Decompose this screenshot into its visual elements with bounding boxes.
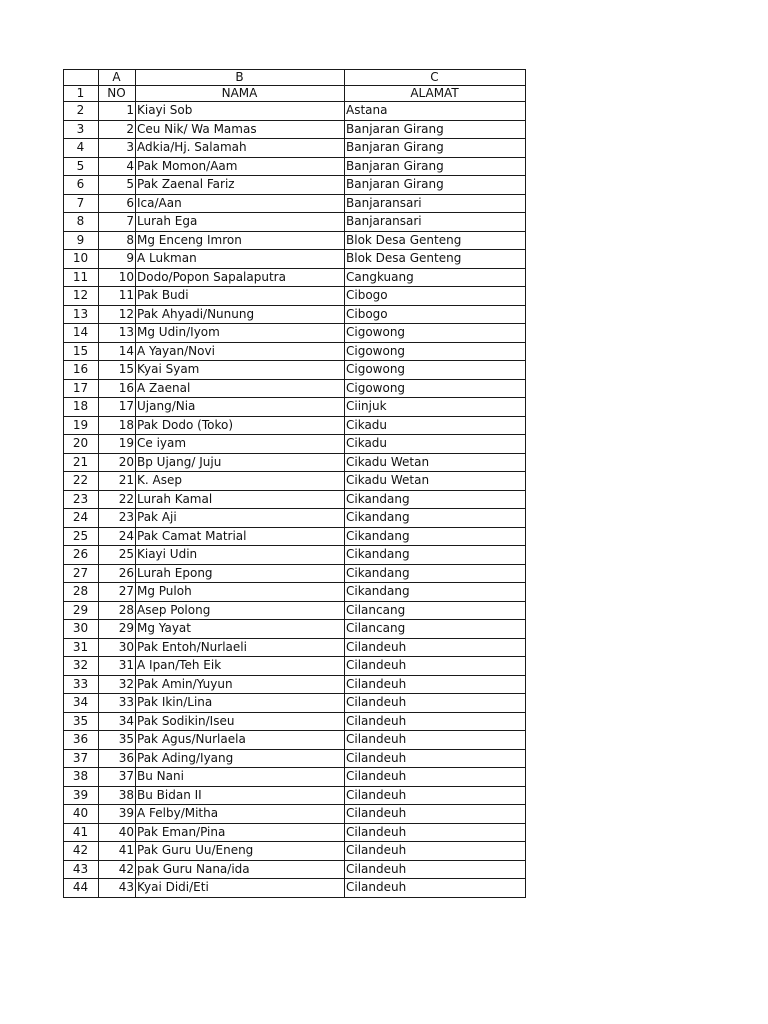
no-cell: 15 [99, 361, 136, 380]
alamat-cell: Cilancang [345, 601, 526, 620]
nama-cell: Pak Ahyadi/Nunung [136, 305, 345, 324]
table-row [64, 194, 526, 213]
table-row [64, 231, 526, 250]
no-cell: 36 [99, 749, 136, 768]
table-row [64, 453, 526, 472]
alamat-cell: Banjaran Girang [345, 176, 526, 195]
table-row [64, 860, 526, 879]
nama-cell: Mg Puloh [136, 583, 345, 602]
nama-cell: Pak Camat Matrial [136, 527, 345, 546]
nama-cell: Pak Aji [136, 509, 345, 528]
alamat-cell: Banjaransari [345, 213, 526, 232]
no-cell: 41 [99, 842, 136, 861]
nama-cell: Kyai Syam [136, 361, 345, 380]
no-cell: 29 [99, 620, 136, 639]
row-number: 32 [64, 657, 99, 676]
header-row [64, 86, 526, 102]
alamat-cell: Cikandang [345, 509, 526, 528]
no-cell: 19 [99, 435, 136, 454]
table-row [64, 638, 526, 657]
table-row [64, 379, 526, 398]
table-row [64, 157, 526, 176]
table-row [64, 842, 526, 861]
no-cell: 23 [99, 509, 136, 528]
no-cell: 18 [99, 416, 136, 435]
alamat-cell: Cibogo [345, 287, 526, 306]
nama-cell: Lurah Ega [136, 213, 345, 232]
column-letter-a: A [99, 70, 136, 86]
table-row [64, 361, 526, 380]
alamat-cell: Cilancang [345, 620, 526, 639]
alamat-cell: Cilandeuh [345, 731, 526, 750]
alamat-cell: Banjaran Girang [345, 157, 526, 176]
no-cell: 38 [99, 786, 136, 805]
alamat-cell: Cilandeuh [345, 749, 526, 768]
alamat-cell: Cilandeuh [345, 879, 526, 898]
alamat-cell: Cangkuang [345, 268, 526, 287]
nama-cell: Pak Ikin/Lina [136, 694, 345, 713]
row-number: 42 [64, 842, 99, 861]
no-cell: 11 [99, 287, 136, 306]
row-number: 8 [64, 213, 99, 232]
row-number: 27 [64, 564, 99, 583]
table-row [64, 546, 526, 565]
table-row [64, 527, 526, 546]
table-row [64, 398, 526, 417]
row-number: 25 [64, 527, 99, 546]
alamat-cell: Cilandeuh [345, 694, 526, 713]
nama-cell: Kyai Didi/Eti [136, 879, 345, 898]
no-cell: 21 [99, 472, 136, 491]
nama-cell: Pak Dodo (Toko) [136, 416, 345, 435]
row-number: 43 [64, 860, 99, 879]
row-number: 5 [64, 157, 99, 176]
nama-cell: Mg Yayat [136, 620, 345, 639]
no-cell: 24 [99, 527, 136, 546]
table-row [64, 694, 526, 713]
no-cell: 43 [99, 879, 136, 898]
nama-cell: Ujang/Nia [136, 398, 345, 417]
table-row [64, 490, 526, 509]
alamat-cell: Cilandeuh [345, 675, 526, 694]
no-cell: 16 [99, 379, 136, 398]
no-cell: 1 [99, 102, 136, 121]
row-number: 12 [64, 287, 99, 306]
row-number: 16 [64, 361, 99, 380]
row-number: 21 [64, 453, 99, 472]
no-cell: 28 [99, 601, 136, 620]
nama-cell: Kiayi Sob [136, 102, 345, 121]
nama-cell: Pak Sodikin/Iseu [136, 712, 345, 731]
alamat-cell: Blok Desa Genteng [345, 250, 526, 269]
row-number: 41 [64, 823, 99, 842]
column-letter-b: B [136, 70, 345, 86]
no-cell: 20 [99, 453, 136, 472]
row-number: 2 [64, 102, 99, 121]
table-row [64, 731, 526, 750]
alamat-cell: Cikandang [345, 546, 526, 565]
table-row [64, 657, 526, 676]
row-number: 40 [64, 805, 99, 824]
alamat-cell: Cigowong [345, 342, 526, 361]
no-cell: 33 [99, 694, 136, 713]
no-cell: 5 [99, 176, 136, 195]
nama-cell: A Lukman [136, 250, 345, 269]
row-number: 9 [64, 231, 99, 250]
row-number: 18 [64, 398, 99, 417]
nama-cell: Lurah Epong [136, 564, 345, 583]
nama-cell: Pak Guru Uu/Eneng [136, 842, 345, 861]
nama-cell: Adkia/Hj. Salamah [136, 139, 345, 158]
alamat-cell: Banjaransari [345, 194, 526, 213]
nama-cell: Ceu Nik/ Wa Mamas [136, 120, 345, 139]
row-number: 28 [64, 583, 99, 602]
alamat-cell: Cilandeuh [345, 638, 526, 657]
table-row [64, 287, 526, 306]
nama-cell: K. Asep [136, 472, 345, 491]
no-cell: 13 [99, 324, 136, 343]
header-no: NO [99, 86, 136, 102]
column-letter-row [64, 70, 526, 86]
alamat-cell: Banjaran Girang [345, 120, 526, 139]
row-number: 3 [64, 120, 99, 139]
table-row [64, 268, 526, 287]
table-row [64, 879, 526, 898]
no-cell: 2 [99, 120, 136, 139]
table-row [64, 805, 526, 824]
no-cell: 10 [99, 268, 136, 287]
table-row [64, 305, 526, 324]
alamat-cell: Cigowong [345, 324, 526, 343]
row-number: 22 [64, 472, 99, 491]
no-cell: 31 [99, 657, 136, 676]
alamat-cell: Banjaran Girang [345, 139, 526, 158]
row-number: 24 [64, 509, 99, 528]
nama-cell: Pak Amin/Yuyun [136, 675, 345, 694]
corner-cell [64, 70, 99, 86]
alamat-cell: Cilandeuh [345, 860, 526, 879]
row-number: 20 [64, 435, 99, 454]
header-alamat: ALAMAT [345, 86, 526, 102]
no-cell: 22 [99, 490, 136, 509]
row-number: 31 [64, 638, 99, 657]
no-cell: 17 [99, 398, 136, 417]
no-cell: 37 [99, 768, 136, 787]
nama-cell: Bu Bidan II [136, 786, 345, 805]
spreadsheet-table [63, 69, 526, 898]
row-number: 35 [64, 712, 99, 731]
table-row [64, 120, 526, 139]
no-cell: 30 [99, 638, 136, 657]
row-number: 39 [64, 786, 99, 805]
nama-cell: Pak Entoh/Nurlaeli [136, 638, 345, 657]
table-row [64, 176, 526, 195]
table-row [64, 823, 526, 842]
nama-cell: Pak Budi [136, 287, 345, 306]
row-number: 36 [64, 731, 99, 750]
alamat-cell: Cigowong [345, 379, 526, 398]
row-number: 13 [64, 305, 99, 324]
no-cell: 4 [99, 157, 136, 176]
table-row [64, 583, 526, 602]
table-row [64, 435, 526, 454]
alamat-cell: Cilandeuh [345, 657, 526, 676]
row-number: 15 [64, 342, 99, 361]
no-cell: 25 [99, 546, 136, 565]
alamat-cell: Cikandang [345, 583, 526, 602]
no-cell: 27 [99, 583, 136, 602]
nama-cell: Ce iyam [136, 435, 345, 454]
alamat-cell: Cikadu [345, 416, 526, 435]
nama-cell: Pak Momon/Aam [136, 157, 345, 176]
alamat-cell: Cikandang [345, 490, 526, 509]
table-row [64, 324, 526, 343]
alamat-cell: Cikadu Wetan [345, 453, 526, 472]
nama-cell: A Yayan/Novi [136, 342, 345, 361]
no-cell: 6 [99, 194, 136, 213]
no-cell: 3 [99, 139, 136, 158]
table-row [64, 509, 526, 528]
nama-cell: Mg Udin/Iyom [136, 324, 345, 343]
nama-cell: Ica/Aan [136, 194, 345, 213]
table-row [64, 712, 526, 731]
row-number: 1 [64, 86, 99, 102]
alamat-cell: Cilandeuh [345, 823, 526, 842]
table-row [64, 768, 526, 787]
row-number: 37 [64, 749, 99, 768]
nama-cell: Pak Zaenal Fariz [136, 176, 345, 195]
alamat-cell: Cikadu [345, 435, 526, 454]
table-row [64, 620, 526, 639]
no-cell: 32 [99, 675, 136, 694]
nama-cell: Dodo/Popon Sapalaputra [136, 268, 345, 287]
table-row [64, 139, 526, 158]
row-number: 10 [64, 250, 99, 269]
no-cell: 42 [99, 860, 136, 879]
alamat-cell: Cikandang [345, 564, 526, 583]
nama-cell: Bu Nani [136, 768, 345, 787]
column-letter-c: C [345, 70, 526, 86]
table-row [64, 564, 526, 583]
row-number: 17 [64, 379, 99, 398]
nama-cell: Pak Agus/Nurlaela [136, 731, 345, 750]
row-number: 33 [64, 675, 99, 694]
table-row [64, 749, 526, 768]
alamat-cell: Cilandeuh [345, 805, 526, 824]
row-number: 23 [64, 490, 99, 509]
table-row [64, 342, 526, 361]
row-number: 29 [64, 601, 99, 620]
no-cell: 7 [99, 213, 136, 232]
alamat-cell: Cilandeuh [345, 768, 526, 787]
alamat-cell: Blok Desa Genteng [345, 231, 526, 250]
table-row [64, 102, 526, 121]
no-cell: 34 [99, 712, 136, 731]
nama-cell: Lurah Kamal [136, 490, 345, 509]
nama-cell: A Felby/Mitha [136, 805, 345, 824]
row-number: 30 [64, 620, 99, 639]
alamat-cell: Ciinjuk [345, 398, 526, 417]
no-cell: 14 [99, 342, 136, 361]
row-number: 11 [64, 268, 99, 287]
alamat-cell: Cibogo [345, 305, 526, 324]
table-row [64, 416, 526, 435]
row-number: 6 [64, 176, 99, 195]
alamat-cell: Cilandeuh [345, 786, 526, 805]
row-number: 14 [64, 324, 99, 343]
row-number: 38 [64, 768, 99, 787]
nama-cell: Kiayi Udin [136, 546, 345, 565]
table-row [64, 675, 526, 694]
row-number: 34 [64, 694, 99, 713]
nama-cell: pak Guru Nana/ida [136, 860, 345, 879]
row-number: 4 [64, 139, 99, 158]
nama-cell: Bp Ujang/ Juju [136, 453, 345, 472]
table-row [64, 213, 526, 232]
row-number: 7 [64, 194, 99, 213]
no-cell: 12 [99, 305, 136, 324]
row-number: 44 [64, 879, 99, 898]
no-cell: 9 [99, 250, 136, 269]
nama-cell: Asep Polong [136, 601, 345, 620]
no-cell: 35 [99, 731, 136, 750]
nama-cell: A Ipan/Teh Eik [136, 657, 345, 676]
table-row [64, 786, 526, 805]
no-cell: 26 [99, 564, 136, 583]
no-cell: 40 [99, 823, 136, 842]
header-nama: NAMA [136, 86, 345, 102]
alamat-cell: Cilandeuh [345, 842, 526, 861]
alamat-cell: Cilandeuh [345, 712, 526, 731]
no-cell: 8 [99, 231, 136, 250]
nama-cell: Mg Enceng Imron [136, 231, 345, 250]
nama-cell: Pak Eman/Pina [136, 823, 345, 842]
table-row [64, 601, 526, 620]
nama-cell: Pak Ading/Iyang [136, 749, 345, 768]
alamat-cell: Cikadu Wetan [345, 472, 526, 491]
row-number: 19 [64, 416, 99, 435]
alamat-cell: Cigowong [345, 361, 526, 380]
row-number: 26 [64, 546, 99, 565]
no-cell: 39 [99, 805, 136, 824]
alamat-cell: Astana [345, 102, 526, 121]
table-row [64, 472, 526, 491]
nama-cell: A Zaenal [136, 379, 345, 398]
alamat-cell: Cikandang [345, 527, 526, 546]
table-row [64, 250, 526, 269]
